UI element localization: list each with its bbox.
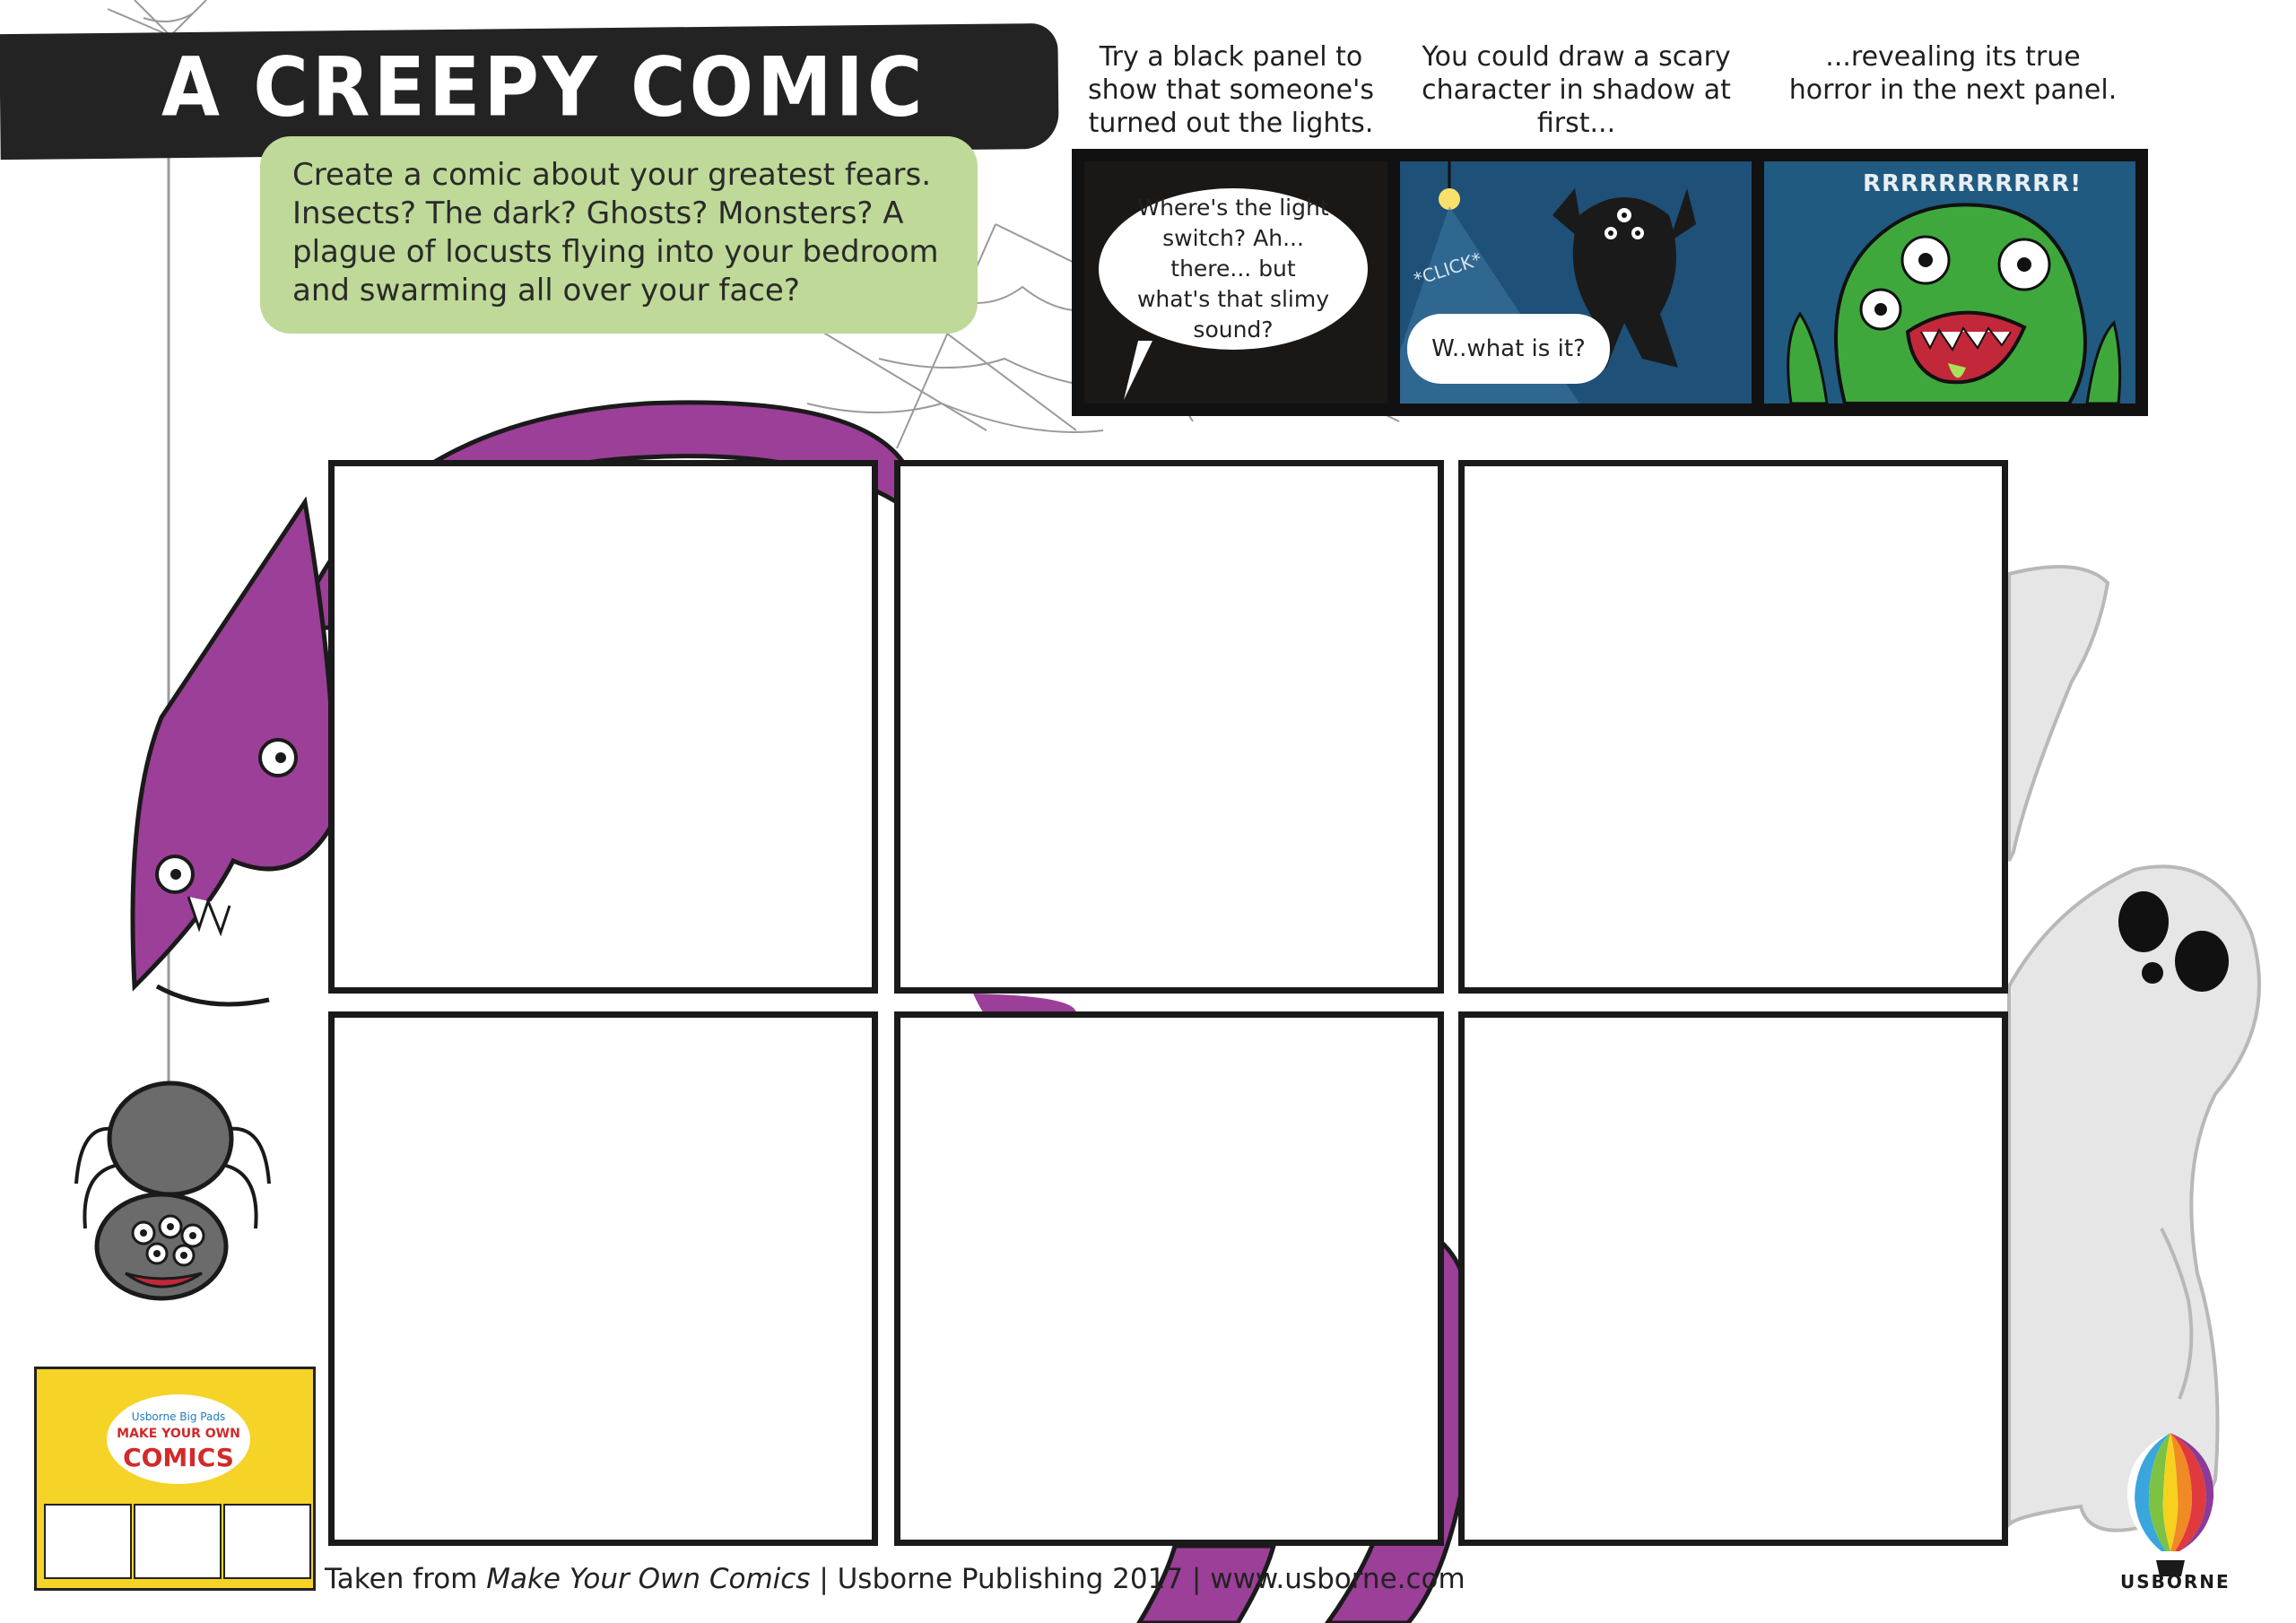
- speech-bubble-2: W..what is it?: [1407, 314, 1610, 384]
- click-sound-effect: *CLICK*: [1411, 247, 1484, 291]
- example-panel-dark: [1084, 161, 1387, 404]
- example-panel-reveal: [1764, 161, 2135, 404]
- book-title: COMICS: [123, 1443, 234, 1472]
- speech-tail-1: [1120, 341, 1156, 404]
- book-cover-strip-3: [223, 1504, 311, 1579]
- strip-caption-1: Try a black panel to show that someone's turned out the lights.: [1088, 41, 1374, 139]
- spider-illustration: [76, 1083, 269, 1298]
- intro-text: Create a comic about your greatest fears. Insects? The dark? Ghosts? Monsters? A plague of locusts flying into your bedroom and swarming all over your face?: [292, 157, 939, 308]
- strip-caption-3: ...revealing its true horror in the next panel.: [1788, 41, 2118, 106]
- book-cover-title-bubble: [107, 1394, 250, 1484]
- book-cover-thumbnail: [34, 1367, 316, 1591]
- page-title: A CREEPY COMIC: [161, 39, 926, 135]
- book-cover-strip-1: [44, 1504, 132, 1579]
- book-series-label: Usborne Big Pads: [131, 1410, 226, 1423]
- footer-credit: [325, 1563, 1465, 1595]
- comic-panel-2[interactable]: [894, 460, 1444, 994]
- speech-bubble-1-text: Where's the light switch? Ah... there... but what's that slimy sound?: [1136, 195, 1330, 343]
- usborne-wordmark: USBORNE: [2120, 1571, 2231, 1593]
- speech-bubble-1: [1099, 188, 1368, 350]
- footer-credit-suffix: | Usborne Publishing 2017 | www.usborne.com: [810, 1563, 1465, 1595]
- example-panel-shadow: [1400, 161, 1752, 404]
- strip-caption-2: You could draw a scary character in shadow at first...: [1422, 41, 1731, 139]
- book-cover-strip-2: [134, 1504, 222, 1579]
- intro-box: [260, 136, 978, 334]
- spider-web-top: [108, 0, 206, 36]
- comic-panel-4[interactable]: [328, 1011, 878, 1546]
- green-monster-drawing: [1764, 161, 2135, 404]
- book-subtitle: MAKE YOUR OWN: [117, 1427, 240, 1441]
- ghost-illustration: [2009, 567, 2259, 1531]
- example-comic-strip: [1072, 149, 2148, 416]
- comic-panel-6[interactable]: [1458, 1011, 2008, 1546]
- comic-panel-3[interactable]: [1458, 460, 2008, 994]
- comic-panel-1[interactable]: [328, 460, 878, 994]
- roar-sound-effect: RRRRRRRRRRR!: [1863, 170, 2083, 197]
- footer-credit-prefix: Taken from: [325, 1563, 487, 1595]
- comic-panel-5[interactable]: [894, 1011, 1444, 1546]
- footer-credit-book: Make Your Own Comics: [486, 1563, 811, 1595]
